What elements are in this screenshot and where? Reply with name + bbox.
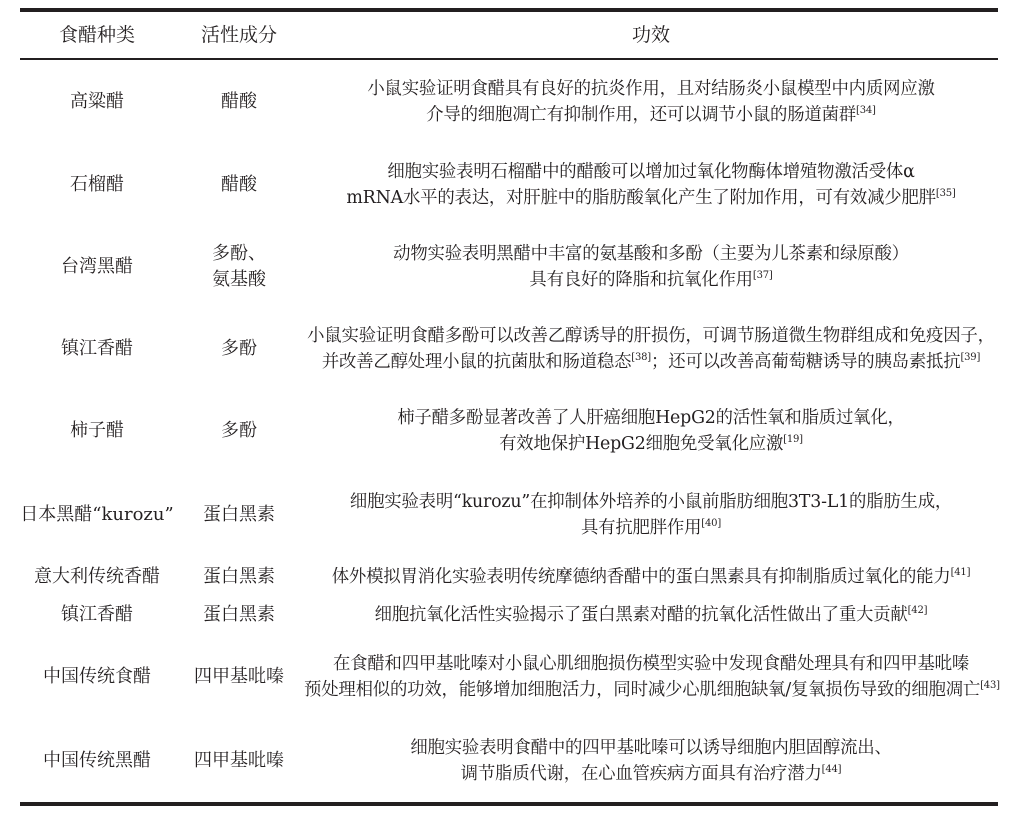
header-active-ingredient: 活性成分 [200,24,277,46]
reference-marker: [37] [752,270,773,281]
effect-text: mRNA水平的表达，对肝脏中的脂肪酸氧化产生了附加作用，可有效减少肥胖 [346,188,936,208]
effect-line [304,267,998,293]
effect-text: 动物实验表明黑醋中丰富的氨基酸和多酚（主要为儿茶素和绿原酸） [393,244,909,264]
table-row [20,144,998,226]
effect-text: 调节脂质代谢，在心血管疾病方面具有治疗潜力 [460,764,822,784]
effect-text: 细胞抗氧化活性实验揭示了蛋白黑素对醋的抗氧化活性做出了重大贡献 [374,605,908,625]
ingredient-line: 多酚 [221,420,257,441]
effect-line [304,515,998,541]
vinegar-type-cell: 石榴醋 [70,174,124,195]
vinegar-type-cell: 台湾黑醋 [61,256,133,277]
effect-text: 细胞实验表明石榴醋中的醋酸可以增加过氧化物酶体增殖物激活受体α [387,162,915,182]
effect-line [304,323,998,349]
ingredient-line: 四甲基吡嗪 [194,750,284,771]
effect-cell [304,558,998,596]
effect-line [304,761,998,787]
ingredient-line: 多酚 [221,338,257,359]
effect-line [304,102,998,128]
reference-marker: [38] [631,352,651,363]
effect-text: 柿子醋多酚显著改善了人肝癌细胞HepG2的活性氧和脂质过氧化， [397,408,905,428]
vinegar-type-cell: 镇江香醋 [61,338,133,359]
active-ingredient-cell [174,558,304,596]
effect-text: 体外模拟胃消化实验表明传统摩德纳香醋中的蛋白黑素具有抑制脂质过氧化的能力 [331,567,951,587]
effect-line [304,349,998,375]
reference-marker: [40] [701,518,722,529]
header-effect: 功效 [631,24,670,46]
active-ingredient-cell [174,308,304,390]
reference-marker: [39] [960,352,981,363]
active-ingredient-cell [174,472,304,558]
vinegar-type-cell: 中国传统黑醋 [43,750,151,771]
effect-line [304,677,998,703]
ingredient-line: 四甲基吡嗪 [194,666,284,687]
effect-text: 小鼠实验证明食醋具有良好的抗炎作用，且对结肠炎小鼠模型中内质网应激 [367,79,935,99]
data-table [20,12,998,58]
effect-line [304,602,998,628]
header-row [20,12,998,58]
table-row [20,720,998,802]
vinegar-type-cell: 意大利传统香醋 [34,566,160,587]
ingredient-line: 醋酸 [221,91,257,112]
effect-text: 介导的细胞凋亡有抑制作用，还可以调节小鼠的肠道菌群 [426,105,857,125]
effect-cell [304,472,998,558]
table-row [20,308,998,390]
effect-text: 具有良好的降脂和抗氧化作用 [529,270,753,290]
active-ingredient-cell [174,226,304,308]
table-row [20,390,998,472]
effect-text: 有效地保护HepG2细胞免受氧化应激 [499,434,784,454]
effect-cell [304,308,998,390]
effect-cell [304,720,998,802]
effect-line [304,76,998,102]
effect-cell [304,634,998,720]
reference-marker: [19] [783,434,803,445]
table-row [20,472,998,558]
ingredient-line: 蛋白黑素 [203,566,275,587]
effect-text: 在食醋和四甲基吡嗪对小鼠心肌细胞损伤模型实验中发现食醋处理具有和四甲基吡嗪 [332,654,970,674]
table-row [20,226,998,308]
effect-cell [304,144,998,226]
reference-marker: [44] [821,764,842,775]
effect-cell [304,60,998,144]
active-ingredient-cell [174,596,304,634]
reference-marker: [34] [856,105,876,116]
table-row [20,596,998,634]
effect-text: 细胞实验表明“kurozu”在抑制体外培养的小鼠前脂肪细胞3T3-L1的脂肪生成， [349,492,953,512]
effect-text: 小鼠实验证明食醋多酚可以改善乙醇诱导的肝损伤，可调节肠道微生物群组成和免疫因子， [307,326,995,346]
effect-line [304,431,998,457]
effect-text: 细胞实验表明食醋中的四甲基吡嗪可以诱导细胞内胆固醇流出、 [410,738,892,758]
effect-text: 具有抗肥胖作用 [580,518,702,538]
reference-marker: [43] [980,680,1000,691]
vinegar-effects-table [20,8,998,806]
active-ingredient-cell [174,720,304,802]
active-ingredient-cell [174,634,304,720]
effect-line [304,735,998,761]
effect-cell [304,390,998,472]
effect-line [304,651,998,677]
table-row [20,558,998,596]
header-vinegar-type: 食醋种类 [58,24,135,46]
effect-text: 预处理相似的功效，能够增加细胞活力，同时减少心肌细胞缺氧/复氧损伤导致的细胞凋亡 [304,680,981,700]
reference-marker: [41] [950,567,971,578]
effect-line [304,489,998,515]
effect-text: ；还可以改善高葡萄糖诱导的胰岛素抵抗 [651,352,961,372]
active-ingredient-cell [174,390,304,472]
table-row [20,634,998,720]
effect-line [304,405,998,431]
active-ingredient-cell [174,60,304,144]
effect-line [304,159,998,185]
active-ingredient-cell [174,144,304,226]
vinegar-type-cell: 柿子醋 [70,420,124,441]
ingredient-line: 氨基酸 [212,269,266,290]
vinegar-type-cell: 日本黑醋“kurozu” [20,504,174,525]
ingredient-line: 蛋白黑素 [203,504,275,525]
ingredient-line: 多酚、 [212,243,266,264]
ingredient-line: 醋酸 [221,174,257,195]
vinegar-type-cell: 高粱醋 [70,91,124,112]
effect-text: 并改善乙醇处理小鼠的抗菌肽和肠道稳态 [321,352,632,372]
table-row [20,60,998,144]
bottom-rule [20,802,998,806]
effect-line [304,185,998,211]
data-table-body [20,60,998,802]
vinegar-type-cell: 中国传统食醋 [43,666,151,687]
effect-line [304,564,998,590]
effect-cell [304,596,998,634]
reference-marker: [42] [907,605,928,616]
effect-cell [304,226,998,308]
vinegar-type-cell: 镇江香醋 [61,604,133,625]
reference-marker: [35] [935,188,956,199]
effect-line [304,241,998,267]
ingredient-line: 蛋白黑素 [203,604,275,625]
